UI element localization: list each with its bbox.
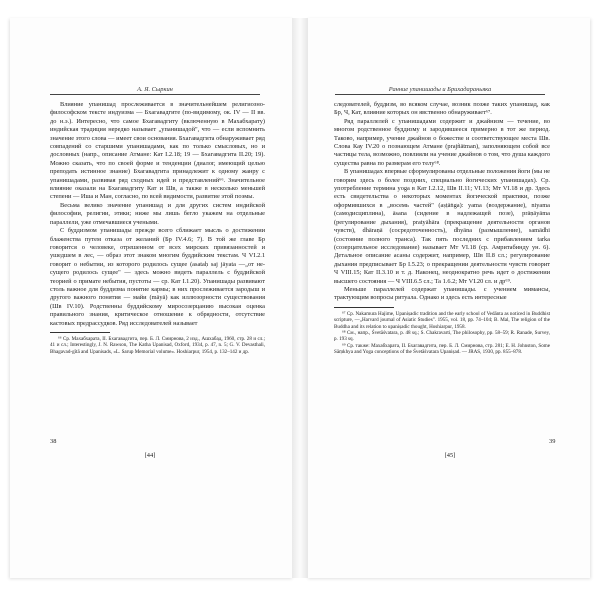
running-head-right: Ранние упанишады и Брихадараньяка [335, 86, 545, 95]
scan-number-left: [44] [144, 452, 156, 459]
right-page [300, 0, 600, 600]
paragraph: В упанишадах впервые сформулированы отдельные положения йоги (мы не говорим здесь о более поздних, специально йогических упанишадах). Ср. употребление термина yoga в Кат I.2.12, Шв II.11; VI.13; Мт VI.18 и др. Здесь есть свидетельства о некоторых моментах йогической практики, позже оформившихся в „восемь частей" (aṣṭāṅga): yama (воздержание), niyama (самодисциплина), āsana (сидение в надлежащей позе), prāṇāyāma (регулирование дыхания), pratyāhāra (прекращение деятельности органов чувств), dhāraṇā (сосредоточенность), dhyāna (размышление), samādhi (состояние полного транса). Так пять последних с прибавлением tarka (созерцательное исследование) называет Мт VI.18 (ср. Амритабинду ун. 6). Детальное описание асаны содержит, например, Шв II.8 сл.; регулирование дыхания предписывает Бр I.5.23; о прекращении деятельности чувств говорит Ч VIII.15; Кат II.3.10 и т. д. Наконец, неоднократно речь идет о достижении высшего состояния — Ч VIII.6.5 сл.; Та 1.6.2; Мт VI.20 сл. и др⁶⁹. [334, 168, 550, 285]
footnote: ⁶⁷ Ср. Nakamura Hajime, Upaniṣadic tradition and the early school of Vedānta as noticed in Buddhist scripture, —„Harvard journal of Asiatic Studies". 1955, vol. 18, pp. 74–104; B. Mal, The religion of the Buddha and its relation to upaniṣadic thought, Hoshiarpur, 1958. [334, 310, 550, 330]
paragraph: Ряд параллелей с упанишадами содержит и джайнизм — течение, во многом родственное буддизму и зародившееся примерно в тот же период. Таково, например, учение джайнов о божестве и соответствующее места Шв. Слова Кау IV.20 о познающем Атмане (prajñātman), заполняющем собой все частицы тела, возможно, повлияли на учение джайнов о том, что душа каждого существа равна по размерам его телу⁶⁸. [334, 117, 550, 167]
paragraph: Влияние упанишад прослеживается в значительнейшем религиозно-философском тексте индуизма — Бхагавадгите (по-видимому, ок. IV — II вв. до н.э.). Интересно, что самое Бхагавадгиту (включенную в Махабхарату) индийская традиция нередко называет „упанишадой", что — если вспомнить значение этого слова — имеет свои основания. Бхагавадгита обнаруживает ряд совпадений со старшими упанишадами, как по только смысловых, но и дословных (напр., описание Атмане: Кат I.2.18; 19 — Бхагавадгита II.20; 19). Можно сказать, что по своей форме и тенденции (диалог, имеющий целью преподать истинное знание) Бхагавадгита принадлежит к одному жанру с упанишадами, развивая ряд сходных идей и представлений⁶⁶. Значительное влияние оказали на Бхагавадгиту Кат и Шв, а также в несколько меньшей степени — Иша и Ман, согласно, по всей видимости, развитие этой поэмы. [50, 101, 265, 201]
book-gutter [292, 18, 308, 578]
paragraph: следователей, буддизм, во всяком случае, возник позже таких упанишад, как Бр, Ч, Кат, влияние которых он явственно обнаруживает⁶⁷. [334, 101, 550, 117]
footnote-divider [50, 332, 110, 333]
footnote-divider [334, 307, 394, 308]
footnote: ⁶⁶ Ср. Махабхарата, II. Бхагавадгита, пер. Б. Л. Смирнова, 2 изд., Ашхабад, 1960, стр. 28 и сл.; 41 и сл.; Interestingly, J. N. Rawson, The Katha Upanisad, Oxford, 1934, p. 47, n. 5; G. V. Devasthali, Bhagavad-gītā and Upanisads, «L. Sarup Memorial volume». Hoshiarpur, 1954, p. 132–142 и др. [50, 335, 265, 355]
page-number-left: 38 [50, 438, 57, 445]
footnotes-right [334, 311, 550, 356]
right-body-text [334, 101, 550, 356]
footnote: ⁶⁸ См., напр., Śvetāśvatara, p. 48 sq.; S. Chakravarti, The philosophy, pp. 58–59; R. Ranade, Survey, p. 193 sq. [334, 329, 550, 343]
paragraph: Весьма велико значение упанишад и для других систем индийской философии, религии, этики; ниже мы лишь бегло укажем на отдельные параллели, уже отмечавшиеся учеными. [50, 201, 265, 226]
footnotes-left [50, 336, 265, 355]
paragraph: С буддизмом упанишады прежде всего сближает мысль о достижении блаженства путем отказа от желаний (Бр IV.4.6; 7). В той же главе Бр говорится о человеке, отрешенном от всех мирских привязанностей и ушедшем в лес, — образ этот знаком многим буддийским текстам. Ч VI.2.1 говорит о небытии, из которого родилось сущее (asataḥ saj jāyata —„от не-сущего родилось сущее" — здесь можно видеть параллель с буддийской теорией о примате небытия, пустоты — ср. Кат I.1.20). Упанишады развивают столь важное для буддизма понятие кармы; в них прослеживается зародыш и другого важного понятия — майи (māyā) как иллюзорности существования (Шв IV.10). Родственны буддийскому миросозерцанию высокая оценка правильного знания, критическое отношение к обрядности, отсутствие кастовых предрассудков. Ряд исследователей называет [50, 227, 265, 327]
left-body-text [50, 101, 265, 355]
page-number-right: 39 [549, 438, 556, 445]
scan-number-right: [45] [444, 452, 456, 459]
running-head-left: А. Я. Сыркин [50, 86, 260, 95]
paragraph: Меньше параллелей содержат упанишады. с учением мимансы, трактующим вопросы ритуала. Однако и здесь есть интересные [334, 285, 550, 302]
footnote: ⁶⁹ Ср. также: Махабхарата, II. Бхагавадгита, пер. Б. Л. Смирнова, стр. 281; E. H. Johnston, Some Sāṃkhya and Yoga conceptions of the Śvetāśvatara Upaniṣad. — JRAS, 1930, pp. 855–878. [334, 342, 550, 356]
